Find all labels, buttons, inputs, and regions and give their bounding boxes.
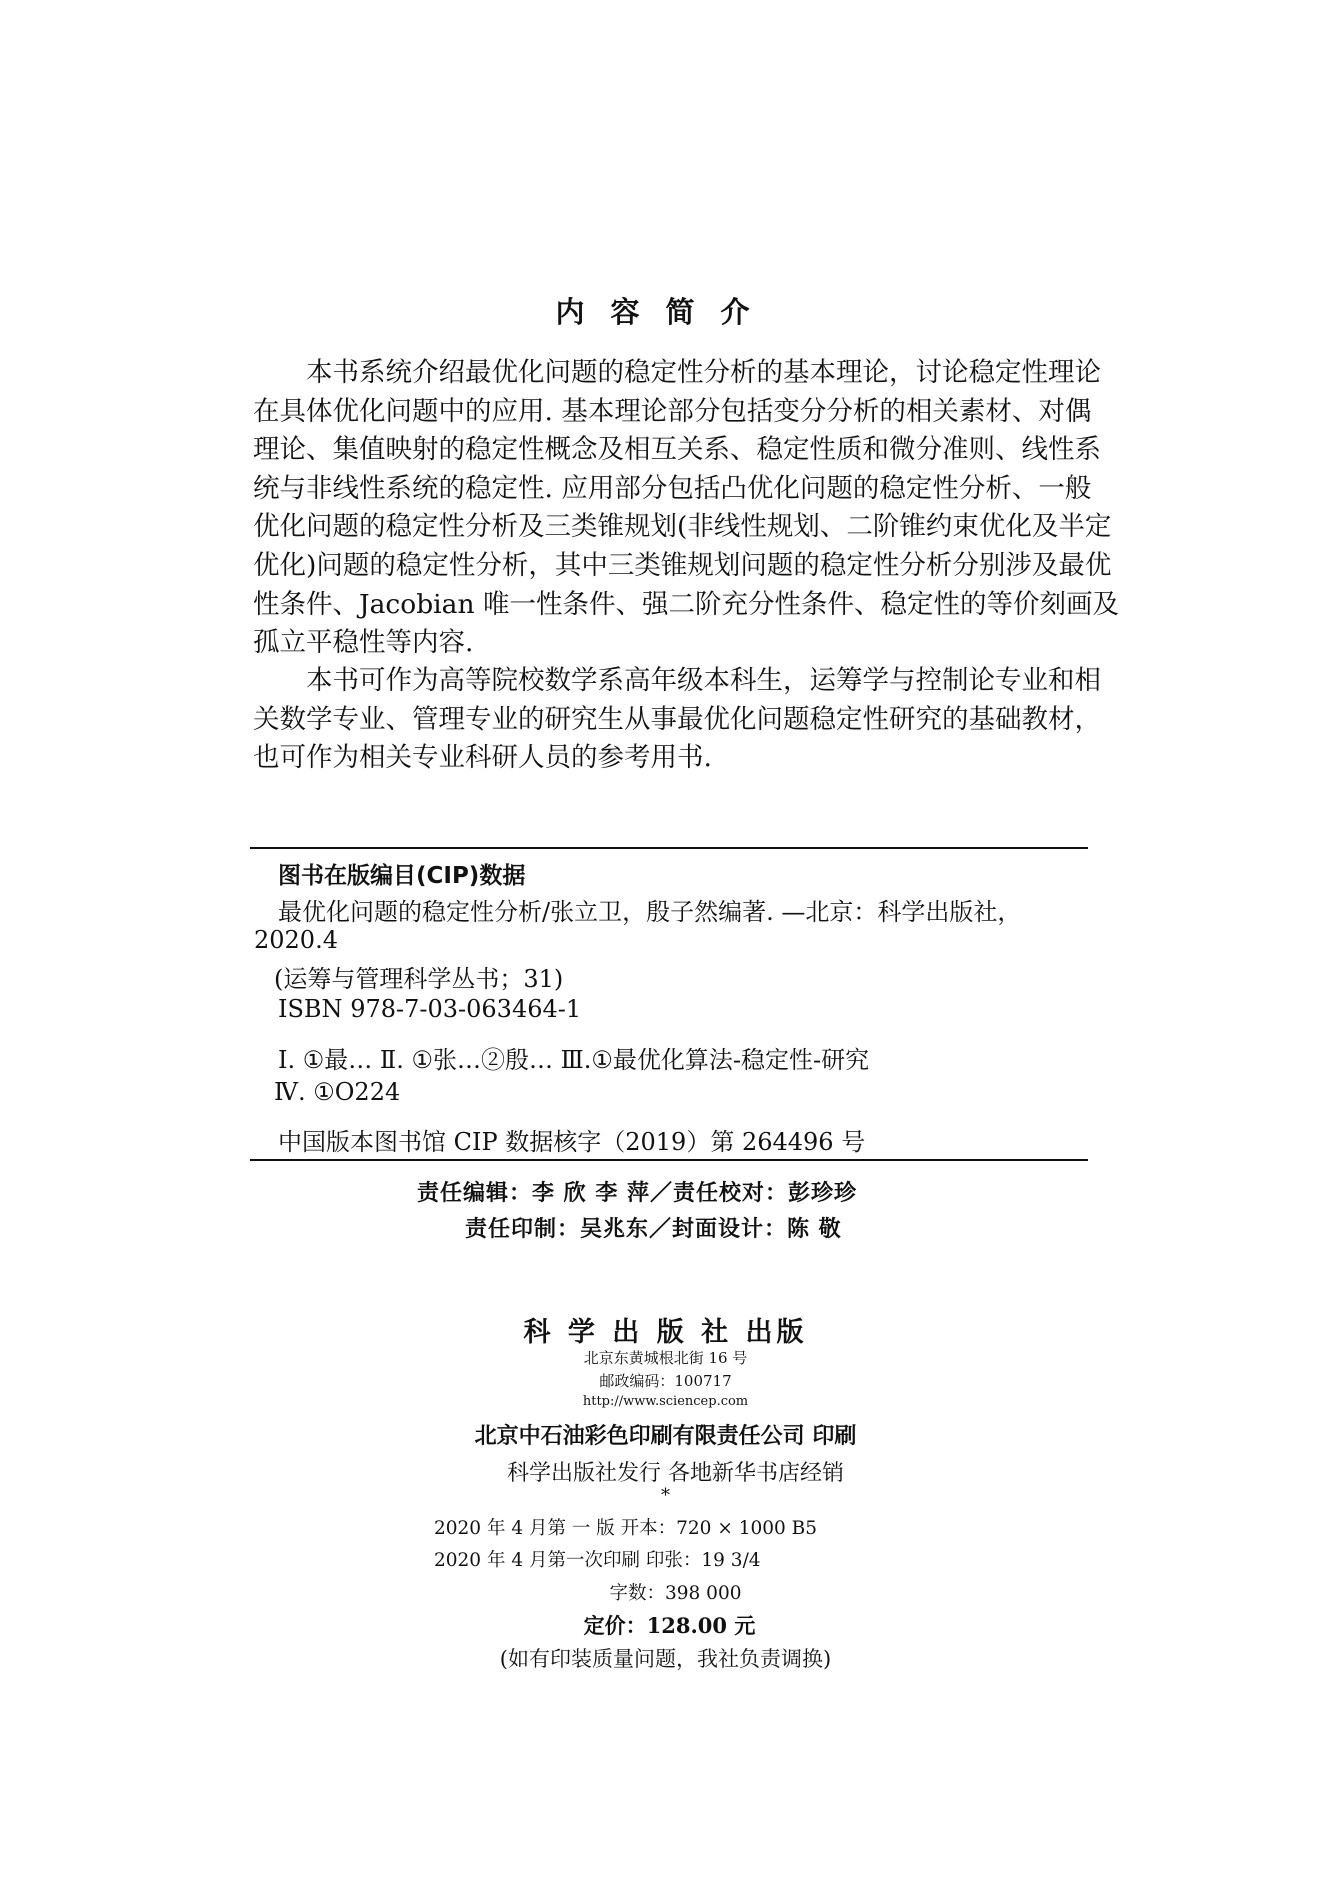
price: 定价：128.00 元 [583,1613,756,1638]
printer-line: 北京中石油彩色印刷有限责任公司 印刷 [474,1423,857,1449]
paragraph-line: 本书可作为高等院校数学系高年级本科生，运筹学与控制论专业和相 [306,665,1101,696]
paragraph-line: 在具体优化问题中的应用. 基本理论部分包括变分分析的相关素材、对偶 [253,395,1092,427]
publisher-website: http://www.sciencep.com [582,1394,749,1409]
cip-top-rule [250,847,1088,849]
publisher-name: 科 学 出 版 社 出版 [523,1317,808,1348]
cip-date: 2020.4 [254,926,338,954]
paragraph-line: 本书系统介绍最优化问题的稳定性分析的基本理论，讨论稳定性理论 [306,357,1101,388]
separator-asterisk: * [661,1485,670,1506]
cip-isbn: ISBN 978-7-03-063464-1 [278,995,582,1023]
printing-line: 2020 年 4 月第一次印刷 印张：19 3/4 [434,1550,761,1571]
paragraph-line: 也可作为相关专业科研人员的参考用书. [253,742,712,774]
paragraph-line: 优化)问题的稳定性分析，其中三类锥规划问题的稳定性分析分别涉及最优 [253,549,1112,581]
cip-series: (运筹与管理科学丛书；31) [274,965,564,993]
paragraph-line: 理论、集值映射的稳定性概念及相互关系、稳定性质和微分准则、线性系 [253,434,1101,466]
edition-line: 2020 年 4 月第 一 版 开本：720 × 1000 B5 [434,1518,818,1539]
section-title: 内容简介 [555,295,776,329]
cip-classification-2: Ⅳ. ①O224 [274,1078,401,1106]
cip-heading: 图书在版编目(CIP)数据 [278,863,526,889]
word-count: 字数：398 000 [609,1583,742,1604]
credits-production: 责任印制：吴兆东／封面设计：陈 敬 [465,1216,842,1242]
summary-paragraph-1 [253,354,1119,663]
distribution-line: 科学出版社发行 各地新华书店经销 [507,1461,844,1486]
credits-editors: 责任编辑：李 欣 李 萍／责任校对：彭珍珍 [417,1180,857,1206]
cip-title-line: 最优化问题的稳定性分析/张立卫，殷子然编著. —北京：科学出版社， [278,898,1022,926]
cip-classification-1: Ⅰ. ①最… Ⅱ. ①张…②殷… Ⅲ.①最优化算法-稳定性-研究 [278,1046,870,1074]
cip-bottom-rule [250,1159,1088,1161]
publisher-address: 北京东黄城根北街 16 号 [583,1349,748,1367]
cip-record-number: 中国版本图书馆 CIP 数据核字（2019）第 264496 号 [278,1128,866,1156]
paragraph-line: 优化问题的稳定性分析及三类锥规划(非线性规划、二阶锥约束优化及半定 [253,511,1112,543]
paragraph-line: 孤立平稳性等内容. [253,627,474,659]
publisher-postcode: 邮政编码：100717 [599,1372,732,1390]
summary-paragraph-2 [253,662,1101,778]
paragraph-line: 关数学专业、管理专业的研究生从事最优化问题稳定性研究的基础教材， [253,703,1101,735]
paragraph-line: 性条件、Jacobian 唯一性条件、强二阶充分性条件、稳定性的等价刻画及 [253,588,1119,620]
paragraph-line: 统与非线性系统的稳定性. 应用部分包括凸优化问题的稳定性分析、一般 [253,472,1092,504]
quality-notice: (如有印装质量问题，我社负责调换) [499,1647,832,1671]
